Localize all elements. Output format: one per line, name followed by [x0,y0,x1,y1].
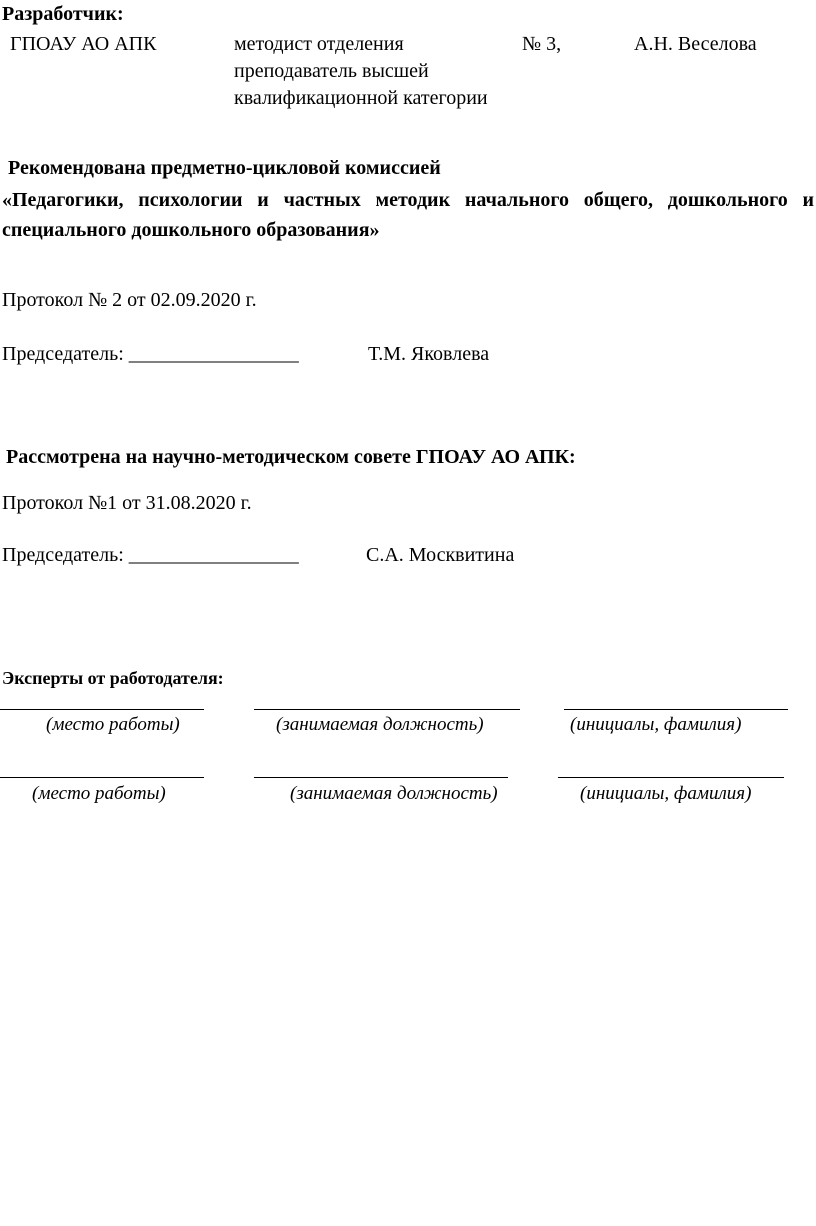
developer-position-line3: квалификационной категории [234,87,488,109]
expert-1-name-caption: (инициалы, фамилия) [570,714,742,735]
expert-2-name-line [558,777,784,778]
experts-heading: Эксперты от работодателя: [2,668,224,688]
expert-1-workplace-caption: (место работы) [46,714,180,735]
expert-1-name-line [564,709,788,710]
expert-1-workplace-line [0,709,204,710]
developer-position-line1: методист отделения [234,33,404,55]
council-protocol: Протокол №1 от 31.08.2020 г. [2,492,252,514]
developer-org: ГПОАУ АО АПК [10,33,157,55]
expert-2-name-caption: (инициалы, фамилия) [580,783,752,804]
commission-heading: Рекомендована предметно-цикловой комиссией [8,157,441,179]
developer-heading: Разработчик: [2,3,124,25]
commission-chair-label: Председатель: _________________ [2,343,299,365]
commission-protocol: Протокол № 2 от 02.09.2020 г. [2,289,257,311]
expert-2-workplace-caption: (место работы) [32,783,166,804]
developer-name: А.Н. Веселова [634,33,757,55]
developer-position-line2: преподаватель высшей [234,60,429,82]
expert-1-position-caption: (занимаемая должность) [276,714,484,735]
council-heading: Рассмотрена на научно-методическом совете ГПОАУ АО АПК: [6,446,576,468]
expert-1-position-line [254,709,520,710]
developer-dept-number: № 3, [522,33,562,55]
commission-name: «Педагогики, психологии и частных методик начального общего, дошкольного и специального дошкольного образования» [2,189,814,241]
council-chair-name: С.А. Москвитина [366,544,515,566]
commission-chair-name: Т.М. Яковлева [368,343,490,365]
council-chair-label: Председатель: _________________ [2,544,299,566]
expert-2-position-line [254,777,508,778]
expert-2-position-caption: (занимаемая должность) [290,783,498,804]
expert-2-workplace-line [0,777,204,778]
